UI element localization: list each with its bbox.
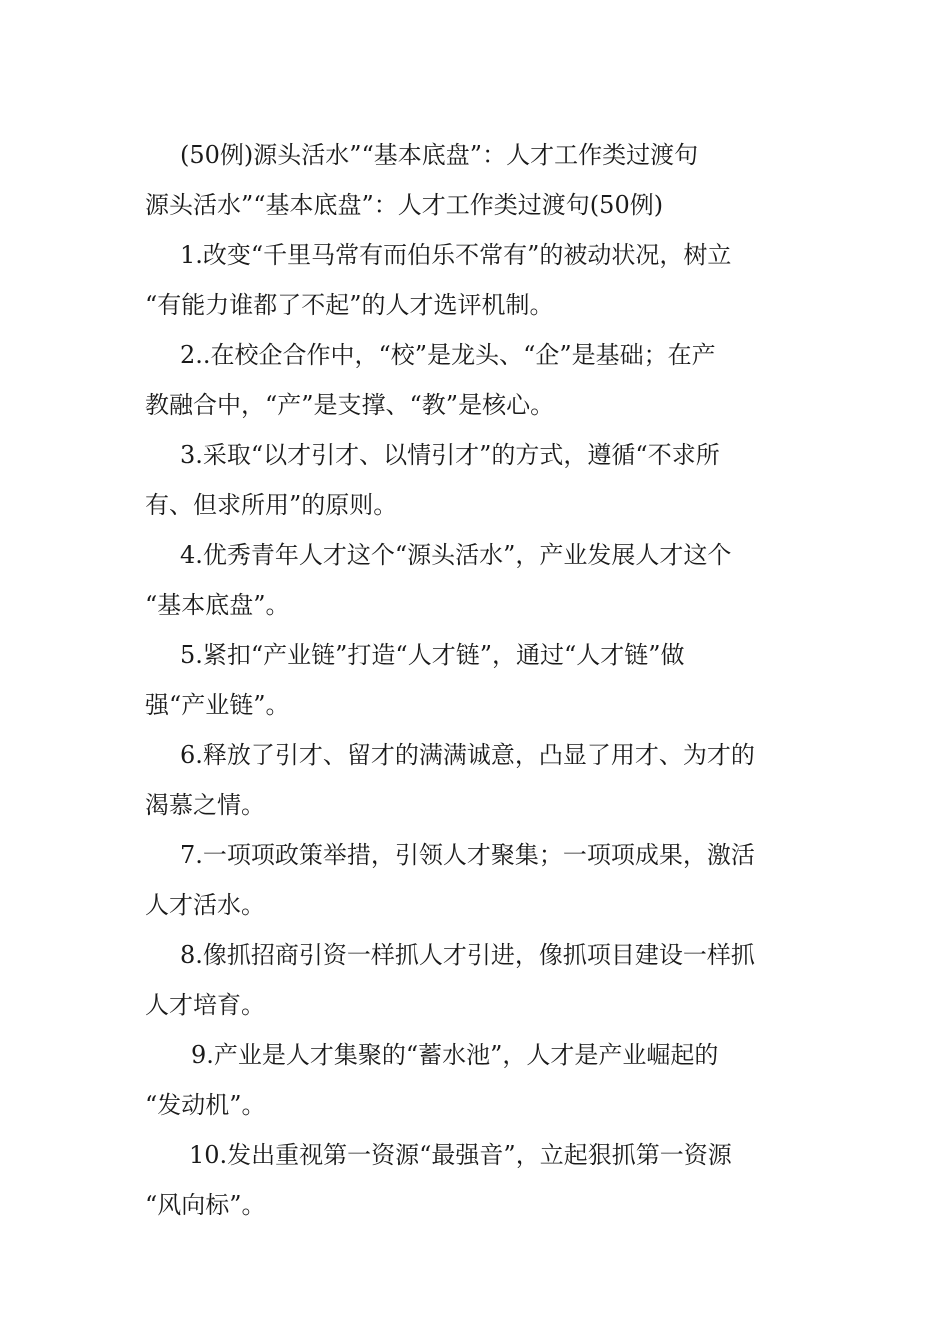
list-item bbox=[145, 930, 807, 1030]
list-item-text-line-1: 5.紧扣“产业链”打造“人才链”，通过“人才链”做 bbox=[180, 641, 685, 669]
list-item-text-line-1: 4.优秀青年人才这个“源头活水”，产业发展人才这个 bbox=[180, 541, 732, 569]
list-item bbox=[145, 830, 807, 930]
list-item bbox=[145, 330, 807, 430]
list-item-text-line-2: 人才培育。 bbox=[145, 991, 265, 1019]
list-item bbox=[145, 430, 807, 530]
list-item-text-line-2: 强“产业链”。 bbox=[145, 691, 290, 719]
list-item-text-line-2: “基本底盘”。 bbox=[145, 591, 290, 619]
list-item-text-line-1: 7.一项项政策举措，引领人才聚集；一项项成果，激活 bbox=[180, 841, 755, 869]
list-item-text-line-1: 8.像抓招商引资一样抓人才引进，像抓项目建设一样抓 bbox=[180, 941, 755, 969]
document-title: (50例)源头活水”“基本底盘”：人才工作类过渡句 bbox=[180, 141, 699, 169]
list-item bbox=[145, 1130, 807, 1230]
list-item bbox=[145, 630, 807, 730]
list-item-text-line-1: 6.释放了引才、留才的满满诚意，凸显了用才、为才的 bbox=[180, 741, 755, 769]
list-item-text-line-1: 9.产业是人才集聚的“蓄水池”，人才是产业崛起的 bbox=[191, 1041, 719, 1069]
list-item bbox=[145, 230, 807, 330]
list-item-text-line-1: 1.改变“千里马常有而伯乐不常有”的被动状况，树立 bbox=[180, 241, 732, 269]
list-item-text-line-2: “发动机”。 bbox=[145, 1091, 266, 1119]
list-item-text-line-2: “有能力谁都了不起”的人才选评机制。 bbox=[145, 291, 554, 319]
list-item bbox=[145, 1030, 807, 1130]
list-item-text-line-2: 渴慕之情。 bbox=[145, 791, 265, 819]
document-subtitle: 源头活水”“基本底盘”：人才工作类过渡句(50例) bbox=[145, 191, 664, 219]
list-item-text-line-1: 3.采取“以才引才、以情引才”的方式，遵循“不求所 bbox=[180, 441, 720, 469]
list-item-text-line-1: 2..在校企合作中，“校”是龙头、“企”是基础；在产 bbox=[180, 341, 716, 369]
list-item-text-line-2: 人才活水。 bbox=[145, 891, 265, 919]
list-item-text-line-2: “风向标”。 bbox=[145, 1191, 266, 1219]
list-item-text-line-2: 有、但求所用”的原则。 bbox=[145, 491, 398, 519]
list-item bbox=[145, 730, 807, 830]
list-item-text-line-1: 10.发出重视第一资源“最强音”，立起狠抓第一资源 bbox=[189, 1141, 732, 1169]
document-body bbox=[145, 130, 807, 1230]
list-item-text-line-2: 教融合中，“产”是支撑、“教”是核心。 bbox=[145, 391, 555, 419]
list-item bbox=[145, 530, 807, 630]
